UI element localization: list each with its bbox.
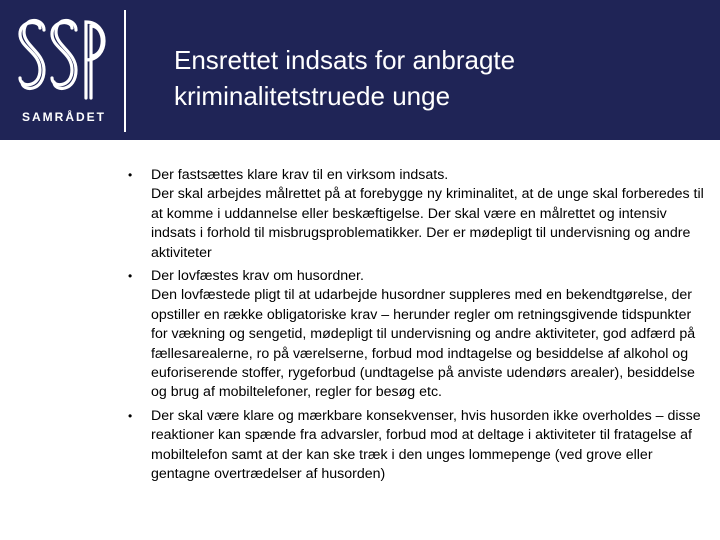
- bullet-body: Den lovfæstede pligt til at udarbejde husordner suppleres med en bekendtgørelse, der opstiller en række obligatoriske krav – herunder regler om retningsgivende tidspunkter for vækning og sengetid, mødepligt til undervisning og andre aktiviteter, god adfærd på fællesarealerne, ro på værelserne, forbud mod indtagelse og besiddelse af alkohol og euforiserende stoffer, rygeforbud (undtagelse på anviste udendørs arealer), besiddelse og brug af mobiltelefoner, regler for besøg etc.: [151, 287, 696, 401]
- bullet-heading: Der skal være klare og mærkbare konsekvenser: [151, 407, 453, 424]
- logo-subtitle: SAMRÅDET: [22, 110, 106, 124]
- bullet-body: , hvis husorden ikke overholdes – disse reaktioner kan spænde fra advarsler, forbud mod at deltage i aktiviteter til fratagelse af mobiltelefon samt at der kan ske træk i den unges lommepenge (ved grove eller gentagne overtrædelser af husorden): [151, 407, 701, 483]
- bullet-heading: Der fastsættes klare krav til en virksom indsats.: [151, 167, 449, 183]
- bullet-item-1: [124, 166, 710, 263]
- bullet-list: [124, 166, 710, 489]
- ssp-logo-icon: [14, 18, 114, 102]
- bullet-marker: •: [128, 168, 133, 182]
- slide-header: [0, 0, 720, 140]
- bullet-heading: Der lovfæstes krav om husordner.: [151, 268, 364, 285]
- bullet-item-2: [124, 267, 710, 403]
- bullet-item-3: [124, 407, 710, 485]
- bullet-marker: •: [128, 408, 133, 423]
- slide-title: Ensrettet indsats for anbragte kriminalitetstruede unge: [174, 45, 516, 111]
- ssp-samraadet-logo: [14, 18, 118, 130]
- header-divider: [124, 10, 126, 132]
- bullet-marker: •: [128, 269, 133, 284]
- bullet-body: Der skal arbejdes målrettet på at forebygge ny kriminalitet, at de unge skal forberedes til at komme i uddannelse eller beskæftigelse. Der skal være en målrettet og intensiv indsats i forhold til misbrugsproblematikker. Der er mødepligt til undervisning og andre aktiviteter: [151, 186, 704, 261]
